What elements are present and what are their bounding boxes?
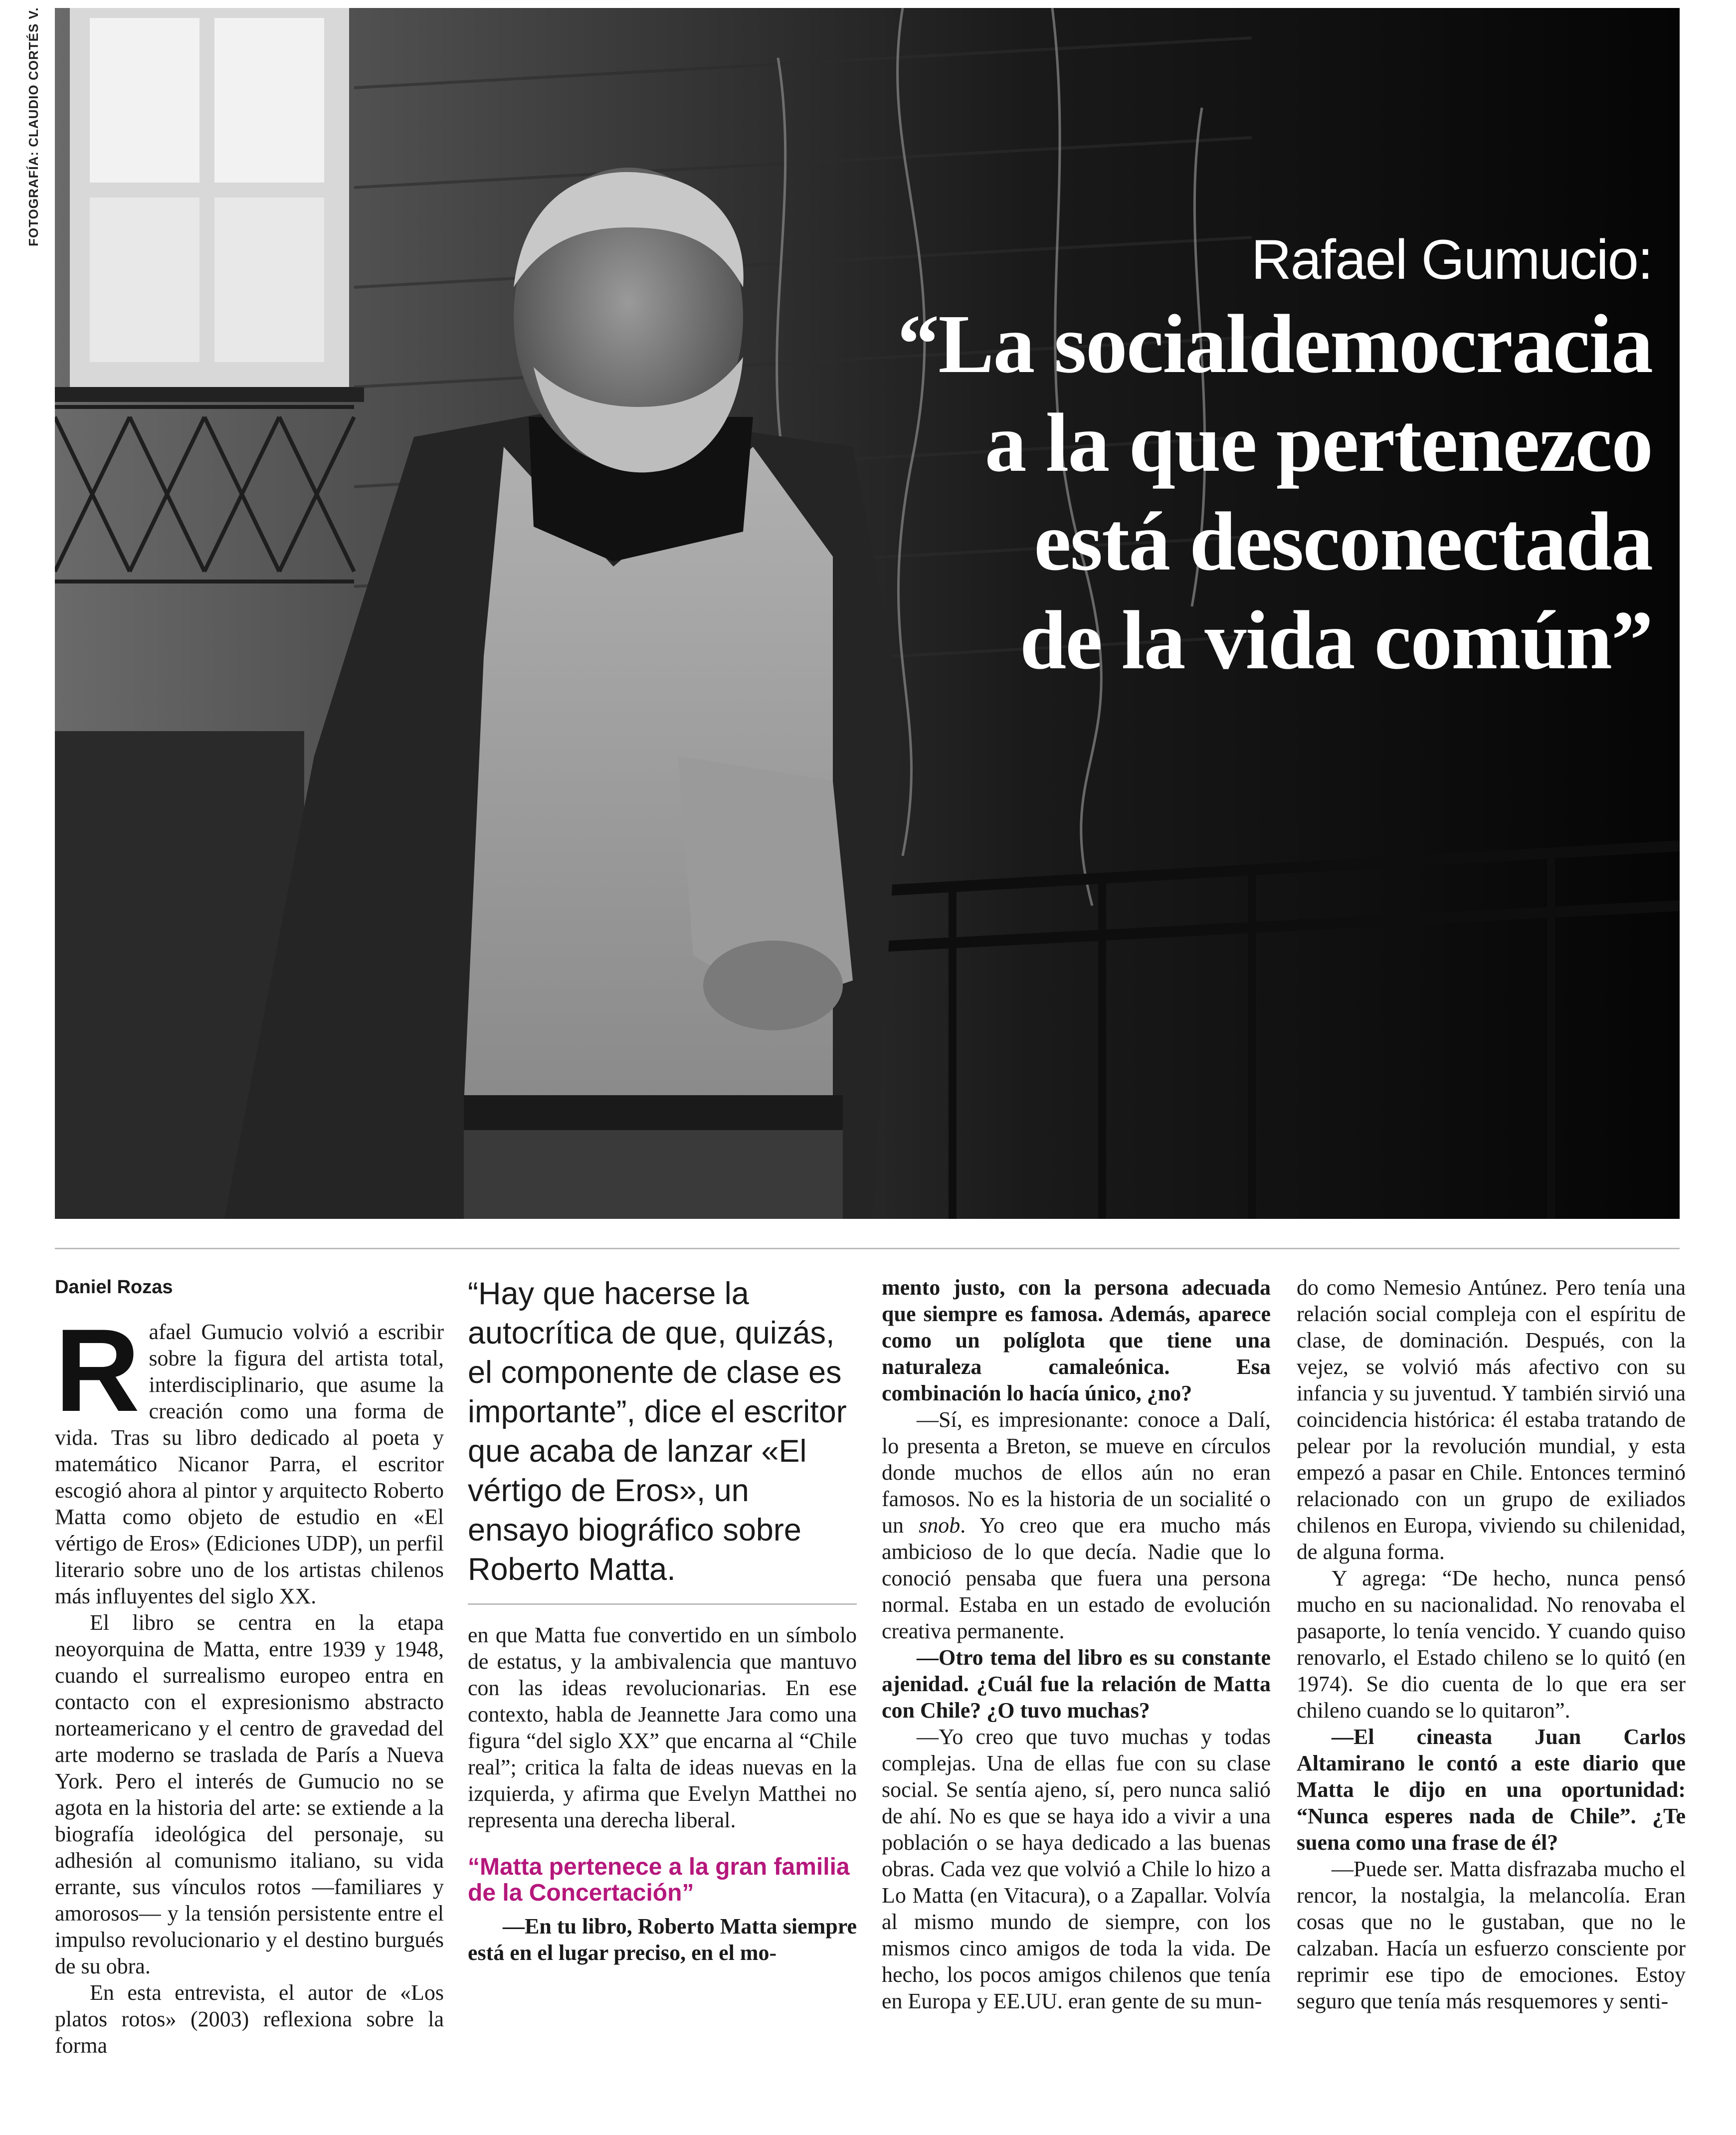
interview-question: —Otro tema del libro es su constante ajenidad. ¿Cuál fue la relación de Matta con Chile? ¿O tuvo muchas? — [882, 1645, 1271, 1723]
interview-answer: do como Nemesio Antúnez. Pero tenía una relación social compleja con el espíritu de clase, de dominación. Después, con la vejez, se volvió más afectivo con su infancia y su juventud. Y también sirvió una coincidencia histórica: él estaba tratando de pelear por la revolución mundial, y esta empezó a pasar en Chile. Entonces terminó relacionado con un grupo de exiliados chilenos en Europa, viviendo su chilenidad, de alguna forma. — [1297, 1275, 1686, 1564]
article-column-2 — [468, 1274, 857, 1966]
headline-line: a la que pertenezco — [984, 396, 1652, 489]
body-paragraph: Y agrega: “De hecho, nunca pensó mucho en su nacionalidad. No renovaba el pasaporte, lo tenía vencido. Y cuando quiso renovarlo, el Estado chileno se lo quitó (en 1974). Se dio cuenta de lo que era ser chileno cuando se lo quitaron”. — [1297, 1566, 1686, 1723]
headline — [655, 227, 1652, 690]
answer-text: . Yo creo que era mucho más ambicioso de lo que decía. Nadie que lo conoció pensaba que fuera una persona normal. Estaba en un estado de evolución creativa permanente. — [882, 1513, 1271, 1643]
interview-answer: —Yo creo que tuvo muchas y todas complejas. Una de ellas fue con su clase social. Se sentía ajeno, sí, pero nunca salió de ahí. No es que se haya ido a vivir a una población o se haya dedicado a las buenas obras. Cada vez que volvió a Chile lo hizo a Lo Matta (en Vitacura), o a Zapallar. Volvía al mismo mundo de siempre, con los mismos cinco amigos de toda la vida. De hecho, los pocos amigos chilenos que tenía en Europa y EE.UU. eran gente de su mun- — [882, 1725, 1271, 2013]
interview-answer — [882, 1406, 1271, 1644]
article-column-1 — [55, 1274, 444, 2059]
drop-cap: R — [55, 1305, 140, 1436]
lead-text: afael Gumucio volvió a escribir sobre la figura del artista total, interdisciplinario, que asume la creación como una forma de vida. Tras su libro dedicado al poeta y matemático Nicanor Parra, el escritor escogió ahora al pintor y arquitecto Roberto Matta como objeto de estudio en «El vértigo de Eros» (Ediciones UDP), un perfil literario sobre uno de los artistas chilenos más influyentes del siglo XX. — [55, 1320, 444, 1608]
body-paragraph: El libro se centra en la etapa neoyorquina de Matta, entre 1939 y 1948, cuando el surrealismo europeo entra en contacto con el expresionismo abstracto norteamericano y el centro de gravedad del arte moderno se traslada de París a Nueva York. Pero el interés de Gumucio no se agota en la historia del arte: se extiende a la biografía ideológica del personaje, su adhesión al comunismo italiano, su vida errante, sus vínculos rotos —familiares y amorosos— y la tensión persistente entre el impulso revolucionario y el destino burgués de su obra. — [55, 1610, 444, 1978]
section-divider — [55, 1248, 1680, 1249]
hero-photo — [55, 8, 1680, 1219]
headline-line: de la vida común” — [1019, 594, 1652, 687]
answer-italic: snob — [919, 1513, 961, 1538]
headline-line: está desconectada — [1034, 495, 1652, 588]
byline: Daniel Rozas — [55, 1277, 173, 1298]
interview-question: —El cineasta Juan Carlos Altamirano le contó a este diario que Matta le dijo en una oportunidad: “Nunca esperes nada de Chile”. ¿Te suena como una frase de él? — [1297, 1725, 1686, 1855]
headline-quote — [655, 295, 1652, 690]
body-paragraph: en que Matta fue convertido en un símbolo de estatus, y la ambivalencia que mantuvo con las ideas revolucionarias. En ese contexto, habla de Jeannette Jara como una figura “del siglo XX” que encarna al “Chile real”; critica la falta de ideas nuevas en la izquierda, y afirma que Evelyn Matthei no representa una derecha liberal. — [468, 1623, 857, 1832]
photo-credit: FOTOGRAFÍA: CLAUDIO CORTÉS V. — [26, 7, 41, 246]
lead-paragraph — [55, 1305, 444, 1609]
headline-kicker: Rafael Gumucio: — [1251, 228, 1652, 291]
interview-answer: —Puede ser. Matta disfrazaba mucho el rencor, la nostalgia, la melancolía. Eran cosas que no le gustaban, que no le calzaban. Hacía un esfuerzo consciente por reprimir ese tipo de emociones. Estoy seguro que tenía más resquemores y senti- — [1297, 1857, 1686, 2013]
body-paragraph: En esta entrevista, el autor de «Los platos rotos» (2003) reflexiona sobre la forma — [55, 1980, 444, 2058]
interview-question: mento justo, con la persona adecuada que siempre es famosa. Además, aparece como un políglota que tiene una naturaleza camaleónica. Esa combinación lo hacía único, ¿no? — [882, 1275, 1271, 1405]
interview-question: —En tu libro, Roberto Matta siempre está en el lugar preciso, en el mo- — [468, 1914, 857, 1965]
headline-line: “La socialdemocracia — [897, 298, 1652, 390]
article-column-4 — [1297, 1274, 1686, 2014]
pull-quote: “Hay que hacerse la autocrítica de que, quizás, el componente de clase es importante”, dice el escritor que acaba de lanzar «El vértigo de Eros», un ensayo biográfico sobre Roberto Matta. — [468, 1274, 857, 1605]
answer-text: —Sí, es impresionante: conoce a Dalí, lo presenta a Breton, se mueve en círculos donde muchos de ellos aún no eran famosos. No es la historia de un socialité o un — [882, 1407, 1271, 1538]
article-column-3 — [882, 1274, 1271, 2014]
section-subhead: “Matta pertenece a la gran familia de la Concertación” — [468, 1854, 850, 1906]
